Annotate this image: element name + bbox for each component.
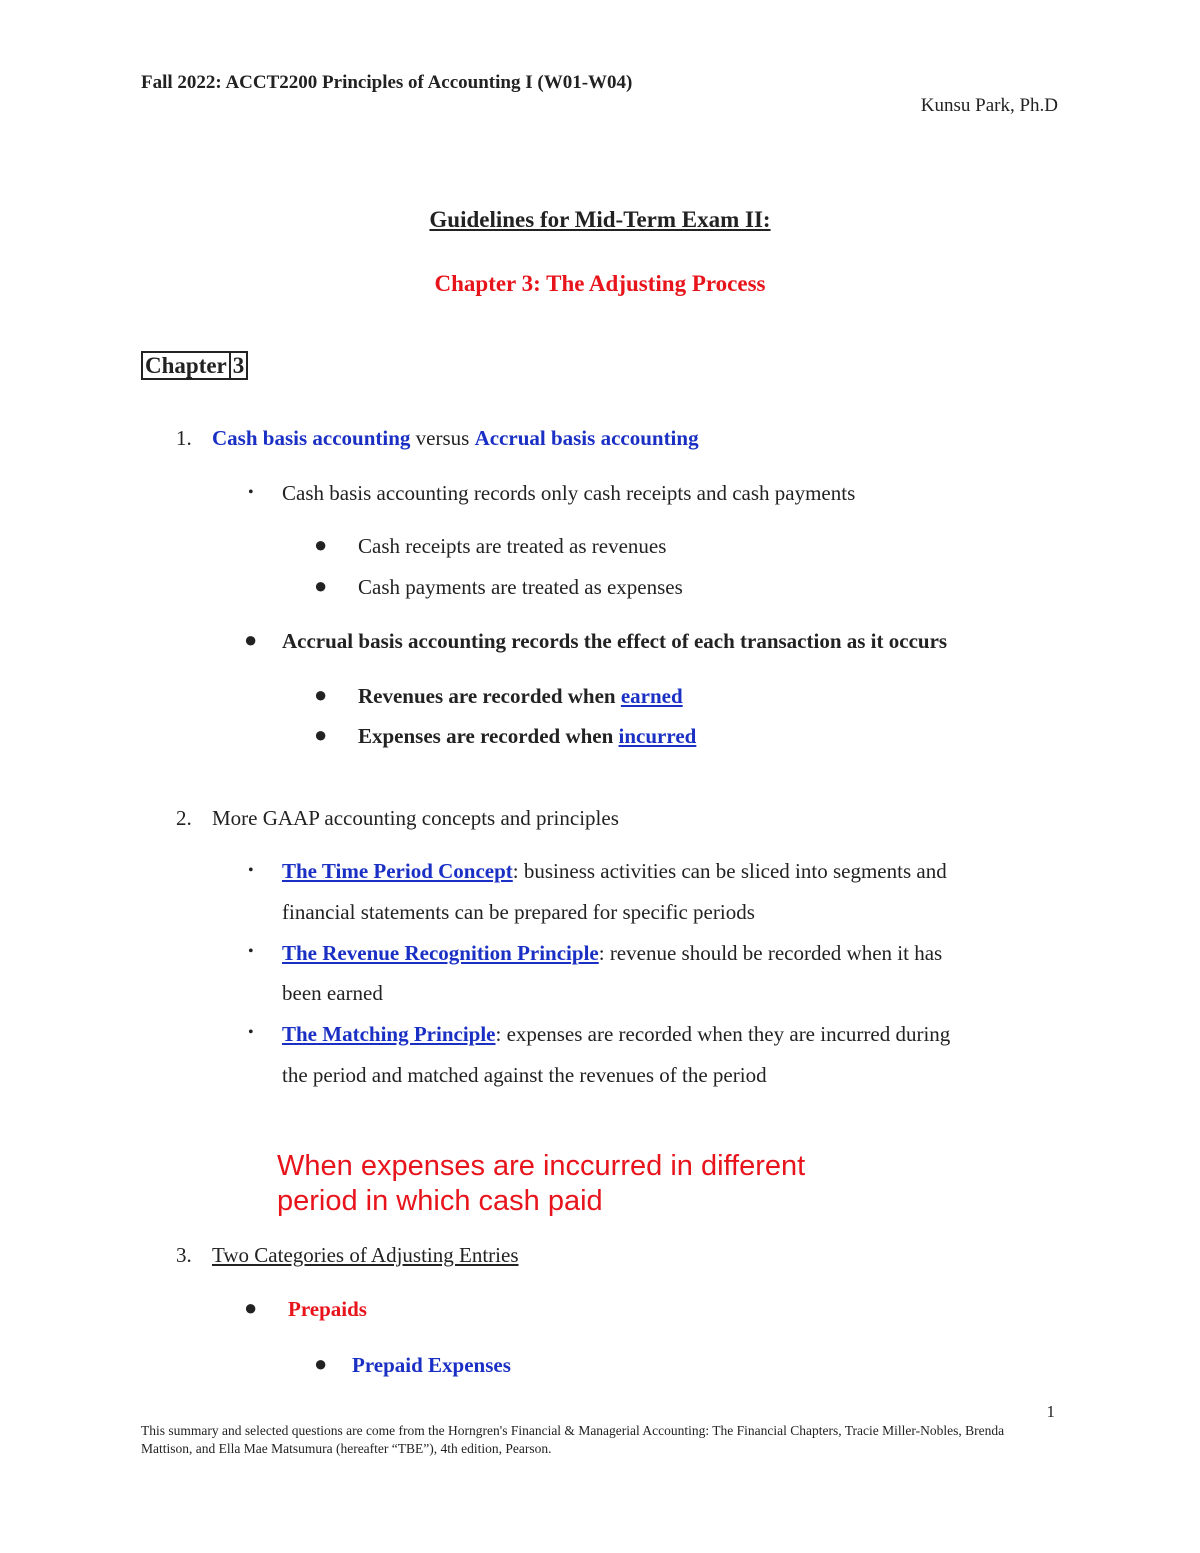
prepaid-expenses: Prepaid Expenses <box>352 1353 511 1377</box>
cash-basis-term: Cash basis accounting <box>212 426 411 450</box>
bullet-icon: • <box>248 1024 254 1041</box>
item-3-number: 3. <box>176 1243 192 1267</box>
matching-principle-continued: the period and matched against the revenues of the period <box>282 1063 767 1087</box>
bullet-icon: ● <box>244 1295 258 1320</box>
incurred-link[interactable]: incurred <box>618 724 697 748</box>
bullet-icon: ● <box>314 722 328 747</box>
bullet-icon: ● <box>314 573 328 598</box>
revenues-recorded <box>358 684 683 709</box>
earned-link[interactable]: earned <box>620 684 683 708</box>
revenue-recognition-text: : revenue should be recorded when it has <box>598 941 943 965</box>
item-1-heading <box>212 426 699 451</box>
footnote: This summary and selected questions are come from the Horngren's Financial & Managerial Accounting: The Financial Chapters, Tracie Miller-Nobles, Brenda Mattison, and Ella Mae Matsumura (hereafter “TBE”), 4th edition, Pearson. <box>141 1423 1005 1456</box>
page-number: 1 <box>1046 1402 1055 1421</box>
cash-basis-description: Cash basis accounting records only cash receipts and cash payments <box>282 481 856 505</box>
prepaids-category: Prepaids <box>288 1297 367 1321</box>
bullet-icon: • <box>248 862 254 879</box>
expenses-prefix: Expenses are recorded when <box>358 724 619 748</box>
document-title: Guidelines for Mid-Term Exam II: <box>429 207 771 232</box>
handwritten-note <box>277 1149 805 1219</box>
revenues-prefix: Revenues are recorded when <box>358 684 621 708</box>
bullet-icon: ● <box>314 532 328 557</box>
note-line-1: When expenses are inccurred in different <box>277 1150 806 1182</box>
matching-principle-text: : expenses are recorded when they are incurred during <box>495 1022 951 1046</box>
bullet-icon: ● <box>314 1351 328 1376</box>
matching-principle-link[interactable]: The Matching Principle <box>282 1022 496 1046</box>
course-header: Fall 2022: ACCT2200 Principles of Accounting I (W01-W04) <box>141 72 633 93</box>
chapter-heading: Chapter 3: The Adjusting Process <box>434 271 766 296</box>
bullet-icon: ● <box>244 627 258 652</box>
time-period-concept-link[interactable]: The Time Period Concept <box>282 859 513 883</box>
revenue-recognition-continued: been earned <box>282 981 383 1005</box>
chapter-box <box>141 353 248 379</box>
accrual-basis-term: Accrual basis accounting <box>474 426 699 450</box>
chapter-box-number: 3 <box>231 351 249 380</box>
bullet-icon: ● <box>314 682 328 707</box>
bullet-icon: • <box>248 943 254 960</box>
item-3-heading: Two Categories of Adjusting Entries <box>212 1243 519 1267</box>
item-2-number: 2. <box>176 806 192 830</box>
note-line-2: period in which cash paid <box>277 1185 603 1217</box>
versus-text: versus <box>410 426 475 450</box>
revenue-recognition-principle <box>282 941 942 966</box>
time-period-concept <box>282 859 947 884</box>
matching-principle <box>282 1022 950 1047</box>
cash-basis-sub-1: Cash receipts are treated as revenues <box>358 534 667 558</box>
chapter-box-word: Chapter <box>141 351 231 380</box>
time-period-concept-text: : business activities can be sliced into segments and <box>512 859 947 883</box>
bullet-icon: • <box>248 484 254 501</box>
time-period-concept-continued: financial statements can be prepared for specific periods <box>282 900 755 924</box>
item-1-number: 1. <box>176 426 192 450</box>
item-2-heading: More GAAP accounting concepts and principles <box>212 806 619 830</box>
cash-basis-sub-2: Cash payments are treated as expenses <box>358 575 683 599</box>
revenue-recognition-link[interactable]: The Revenue Recognition Principle <box>282 941 599 965</box>
expenses-recorded <box>358 724 696 749</box>
accrual-basis-description: Accrual basis accounting records the effect of each transaction as it occurs <box>282 629 948 653</box>
author-header: Kunsu Park, Ph.D <box>920 95 1058 116</box>
